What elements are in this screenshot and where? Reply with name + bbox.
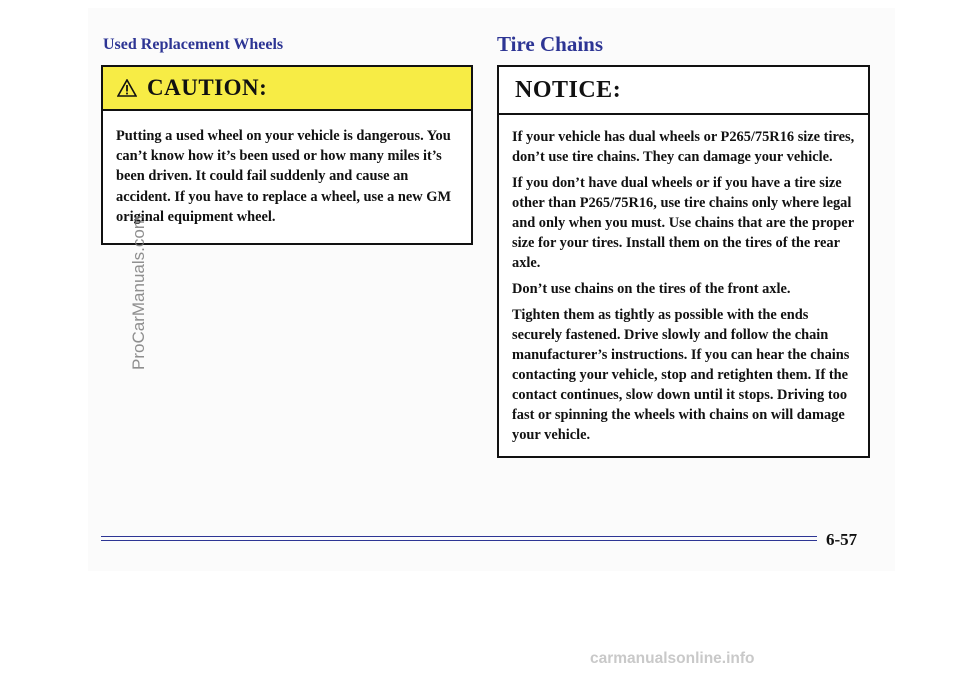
notice-box: [497, 65, 870, 458]
footer-rule: [101, 536, 817, 541]
notice-paragraph: If you don’t have dual wheels or if you have a tire size other than P265/75R16, use tire chains only where legal and only when you must. Use chains that are the proper size for your tires. Install them on the tires of the rear axle.: [512, 175, 854, 271]
notice-paragraph: If your vehicle has dual wheels or P265/75R16 size tires, don’t use tire chains. They can damage your vehicle.: [512, 129, 855, 165]
used-replacement-wheels-heading: Used Replacement Wheels: [103, 36, 284, 53]
side-watermark: ProCarManuals.com: [129, 215, 148, 370]
caution-title: CAUTION:: [147, 75, 268, 100]
notice-paragraph: Tighten them as tightly as possible with the ends securely fastened. Drive slowly and follow the chain manufacturer’s instructions. If you can hear the chains contacting your vehicle, stop and retighten them. If the contact continues, slow down until it stops. Driving too fast or spinning the wheels with chains on will damage your vehicle.: [512, 307, 850, 443]
notice-title: NOTICE:: [515, 76, 622, 103]
footer-watermark: carmanualsonline.info: [590, 650, 755, 667]
page-number: 6-57: [826, 530, 858, 549]
caution-body: [103, 111, 471, 227]
caution-header: [103, 67, 471, 111]
tire-chains-heading: Tire Chains: [497, 32, 604, 56]
warning-triangle-icon: [117, 79, 137, 97]
caution-box: [101, 65, 473, 245]
notice-header: [499, 67, 868, 115]
notice-body: [499, 115, 868, 445]
notice-paragraph: Don’t use chains on the tires of the front axle.: [512, 281, 791, 297]
caution-text: Putting a used wheel on your vehicle is dangerous. You can’t know how it’s been used or how many miles it’s been driven. It could fail suddenly and cause an accident. If you have to replace a wheel, use a new GM original equipment wheel.: [116, 128, 452, 225]
